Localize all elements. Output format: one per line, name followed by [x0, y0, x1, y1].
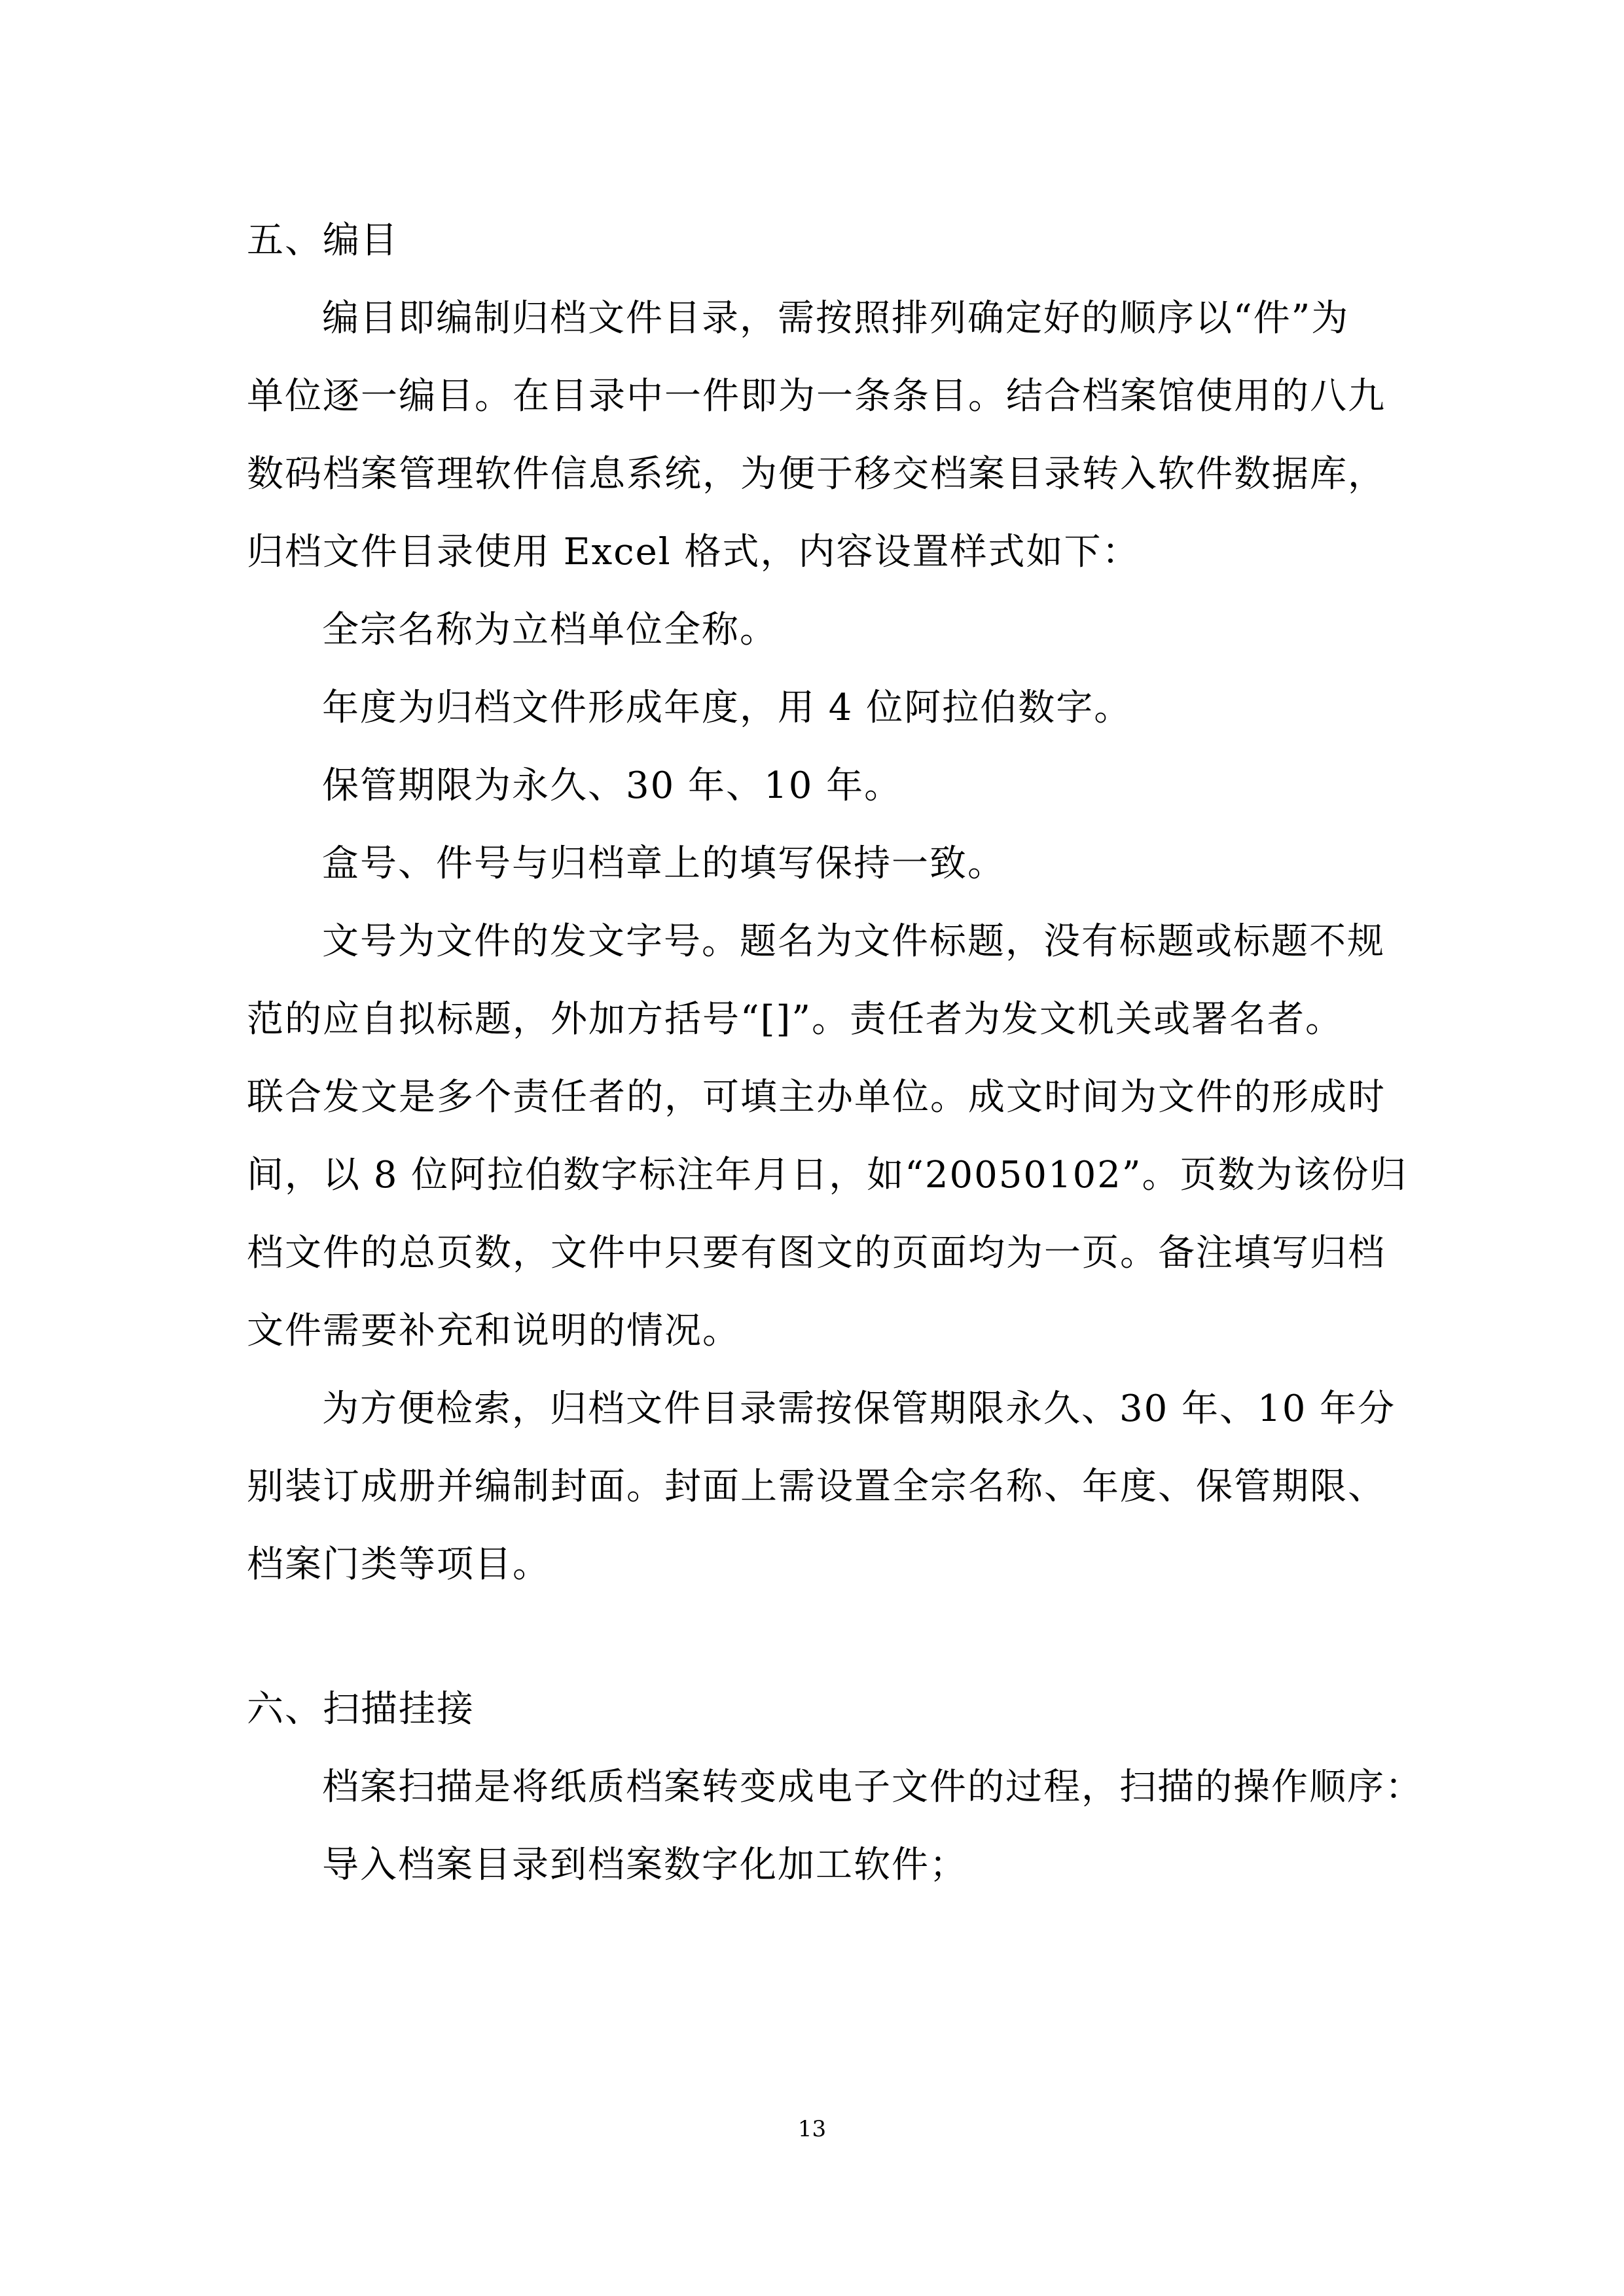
- paragraph-line: 档案扫描是将纸质档案转变成电子文件的过程，扫描的操作顺序：: [322, 1766, 1423, 1808]
- section-heading-cataloging: 五、编目: [247, 219, 399, 262]
- paragraph-line: 归档文件目录使用 Excel 格式，内容设置样式如下：: [247, 531, 1140, 573]
- paragraph-line: 档文件的总页数，文件中只要有图文的页面均为一页。备注填写归档: [247, 1232, 1386, 1274]
- paragraph-line: 档案门类等项目。: [247, 1543, 550, 1586]
- paragraph-line: 年度为归档文件形成年度，用 4 位阿拉伯数字。: [322, 687, 1132, 729]
- paragraph-line: 间，以 8 位阿拉伯数字标注年月日，如“20050102”。页数为该份归: [247, 1154, 1408, 1196]
- paragraph-line: 编目即编制归档文件目录，需按照排列确定好的顺序以“件”为: [322, 297, 1350, 340]
- paragraph-line: 文件需要补充和说明的情况。: [247, 1310, 740, 1352]
- section-heading-scanning: 六、扫描挂接: [247, 1688, 475, 1731]
- paragraph-line: 盒号、件号与归档章上的填写保持一致。: [322, 842, 1005, 885]
- paragraph-line: 保管期限为永久、30 年、10 年。: [322, 764, 903, 807]
- paragraph-line: 为方便检索，归档文件目录需按保管期限永久、30 年、10 年分: [322, 1388, 1396, 1430]
- paragraph-line: 导入档案目录到档案数字化加工软件；: [322, 1844, 967, 1886]
- paragraph-line: 联合发文是多个责任者的，可填主办单位。成文时间为文件的形成时: [247, 1076, 1386, 1119]
- paragraph-line: 数码档案管理软件信息系统，为便于移交档案目录转入软件数据库，: [247, 453, 1386, 495]
- paragraph-line: 文号为文件的发文字号。题名为文件标题，没有标题或标题不规: [322, 920, 1385, 963]
- paragraph-line: 别装订成册并编制封面。封面上需设置全宗名称、年度、保管期限、: [247, 1465, 1386, 1508]
- paragraph-line: 单位逐一编目。在目录中一件即为一条条目。结合档案馆使用的八九: [247, 375, 1386, 418]
- paragraph-line: 范的应自拟标题，外加方括号“[]”。责任者为发文机关或署名者。: [247, 998, 1343, 1041]
- page-number: 13: [797, 2116, 827, 2142]
- paragraph-line: 全宗名称为立档单位全称。: [322, 609, 778, 651]
